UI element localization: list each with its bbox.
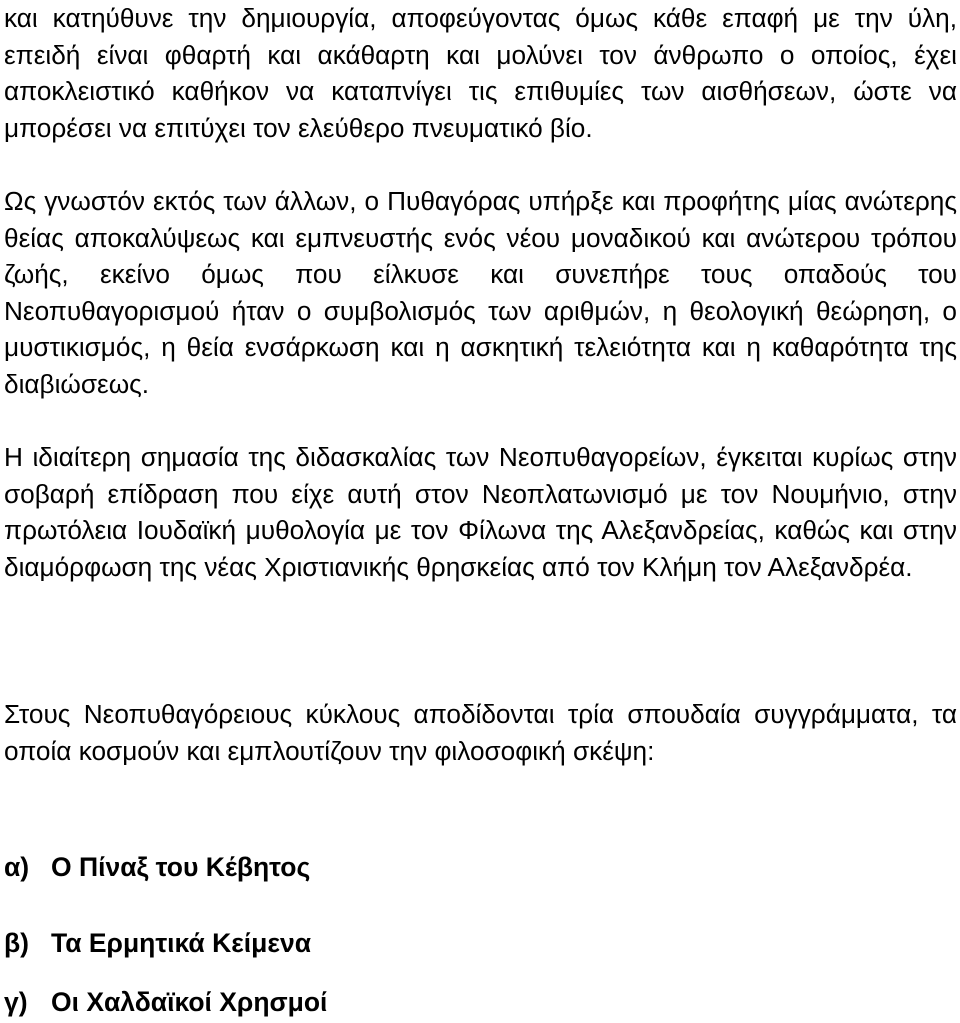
list-marker: β)	[4, 928, 29, 958]
paragraph-matter-and-spirit: και κατηύθυνε την δημιουργία, αποφεύγοντας όμως κάθε επαφή με την ύλη, επειδή είναι φθαρτή και ακάθαρτη και μολύνει τον άνθρωπο ο οποίος, έχει αποκλειστικό καθήκον να καταπνίγει τις επιθυμίες των αισθήσεων, ώστε να μπορέσει να επιτύχει τον ελεύθερο πνευματικό βίο.	[4, 3, 957, 143]
paragraph-three-writings-intro: Στους Νεοπυθαγόρειους κύκλους αποδίδονται τρία σπουδαία συγγράμματα, τα οποία κοσμούν και εμπλουτίζουν την φιλοσοφική σκέψη:	[4, 699, 957, 766]
paragraph-pythagoras-prophet: Ως γνωστόν εκτός των άλλων, ο Πυθαγόρας υπήρξε και προφήτης μίας ανώτερης θείας αποκαλύψεως και εμπνευστής ενός νέου μοναδικού και ανώτερου τρόπου ζωής, εκείνο όμως που είλκυσε και συνεπήρε τους οπαδούς του Νεοπυθαγορισμού ήταν ο συμβολισμός των αριθμών, η θεολογική θεώρηση, ο μυστικισμός, η θεία ενσάρκωση και η ασκητική τελειότητα και η καθαρότητα της διαβιώσεως.	[4, 186, 957, 399]
list-item	[4, 849, 310, 885]
list-item-text: Οι Χαλδαϊκοί Χρησμοί	[51, 987, 328, 1017]
list-item	[4, 984, 327, 1020]
list-marker: γ)	[4, 987, 28, 1017]
list-item	[4, 925, 311, 961]
paragraph-neopythagorean-influence: Η ιδιαίτερη σημασία της διδασκαλίας των Νεοπυθαγορείων, έγκειται κυρίως στην σοβαρή επίδραση που είχε αυτή στον Νεοπλατωνισμό με τον Νουμήνιο, στην πρωτόλεια Ιουδαϊκή μυθολογία με τον Φίλωνα της Αλεξανδρείας, καθώς και στην διαμόρφωση της νέας Χριστιανικής θρησκείας από τον Κλήμη τον Αλεξανδρέα.	[4, 442, 957, 582]
list-item-text: Τα Ερμητικά Κείμενα	[51, 928, 311, 958]
list-marker: α)	[4, 852, 30, 882]
list-item-text: Ο Πίναξ του Κέβητος	[51, 852, 311, 882]
